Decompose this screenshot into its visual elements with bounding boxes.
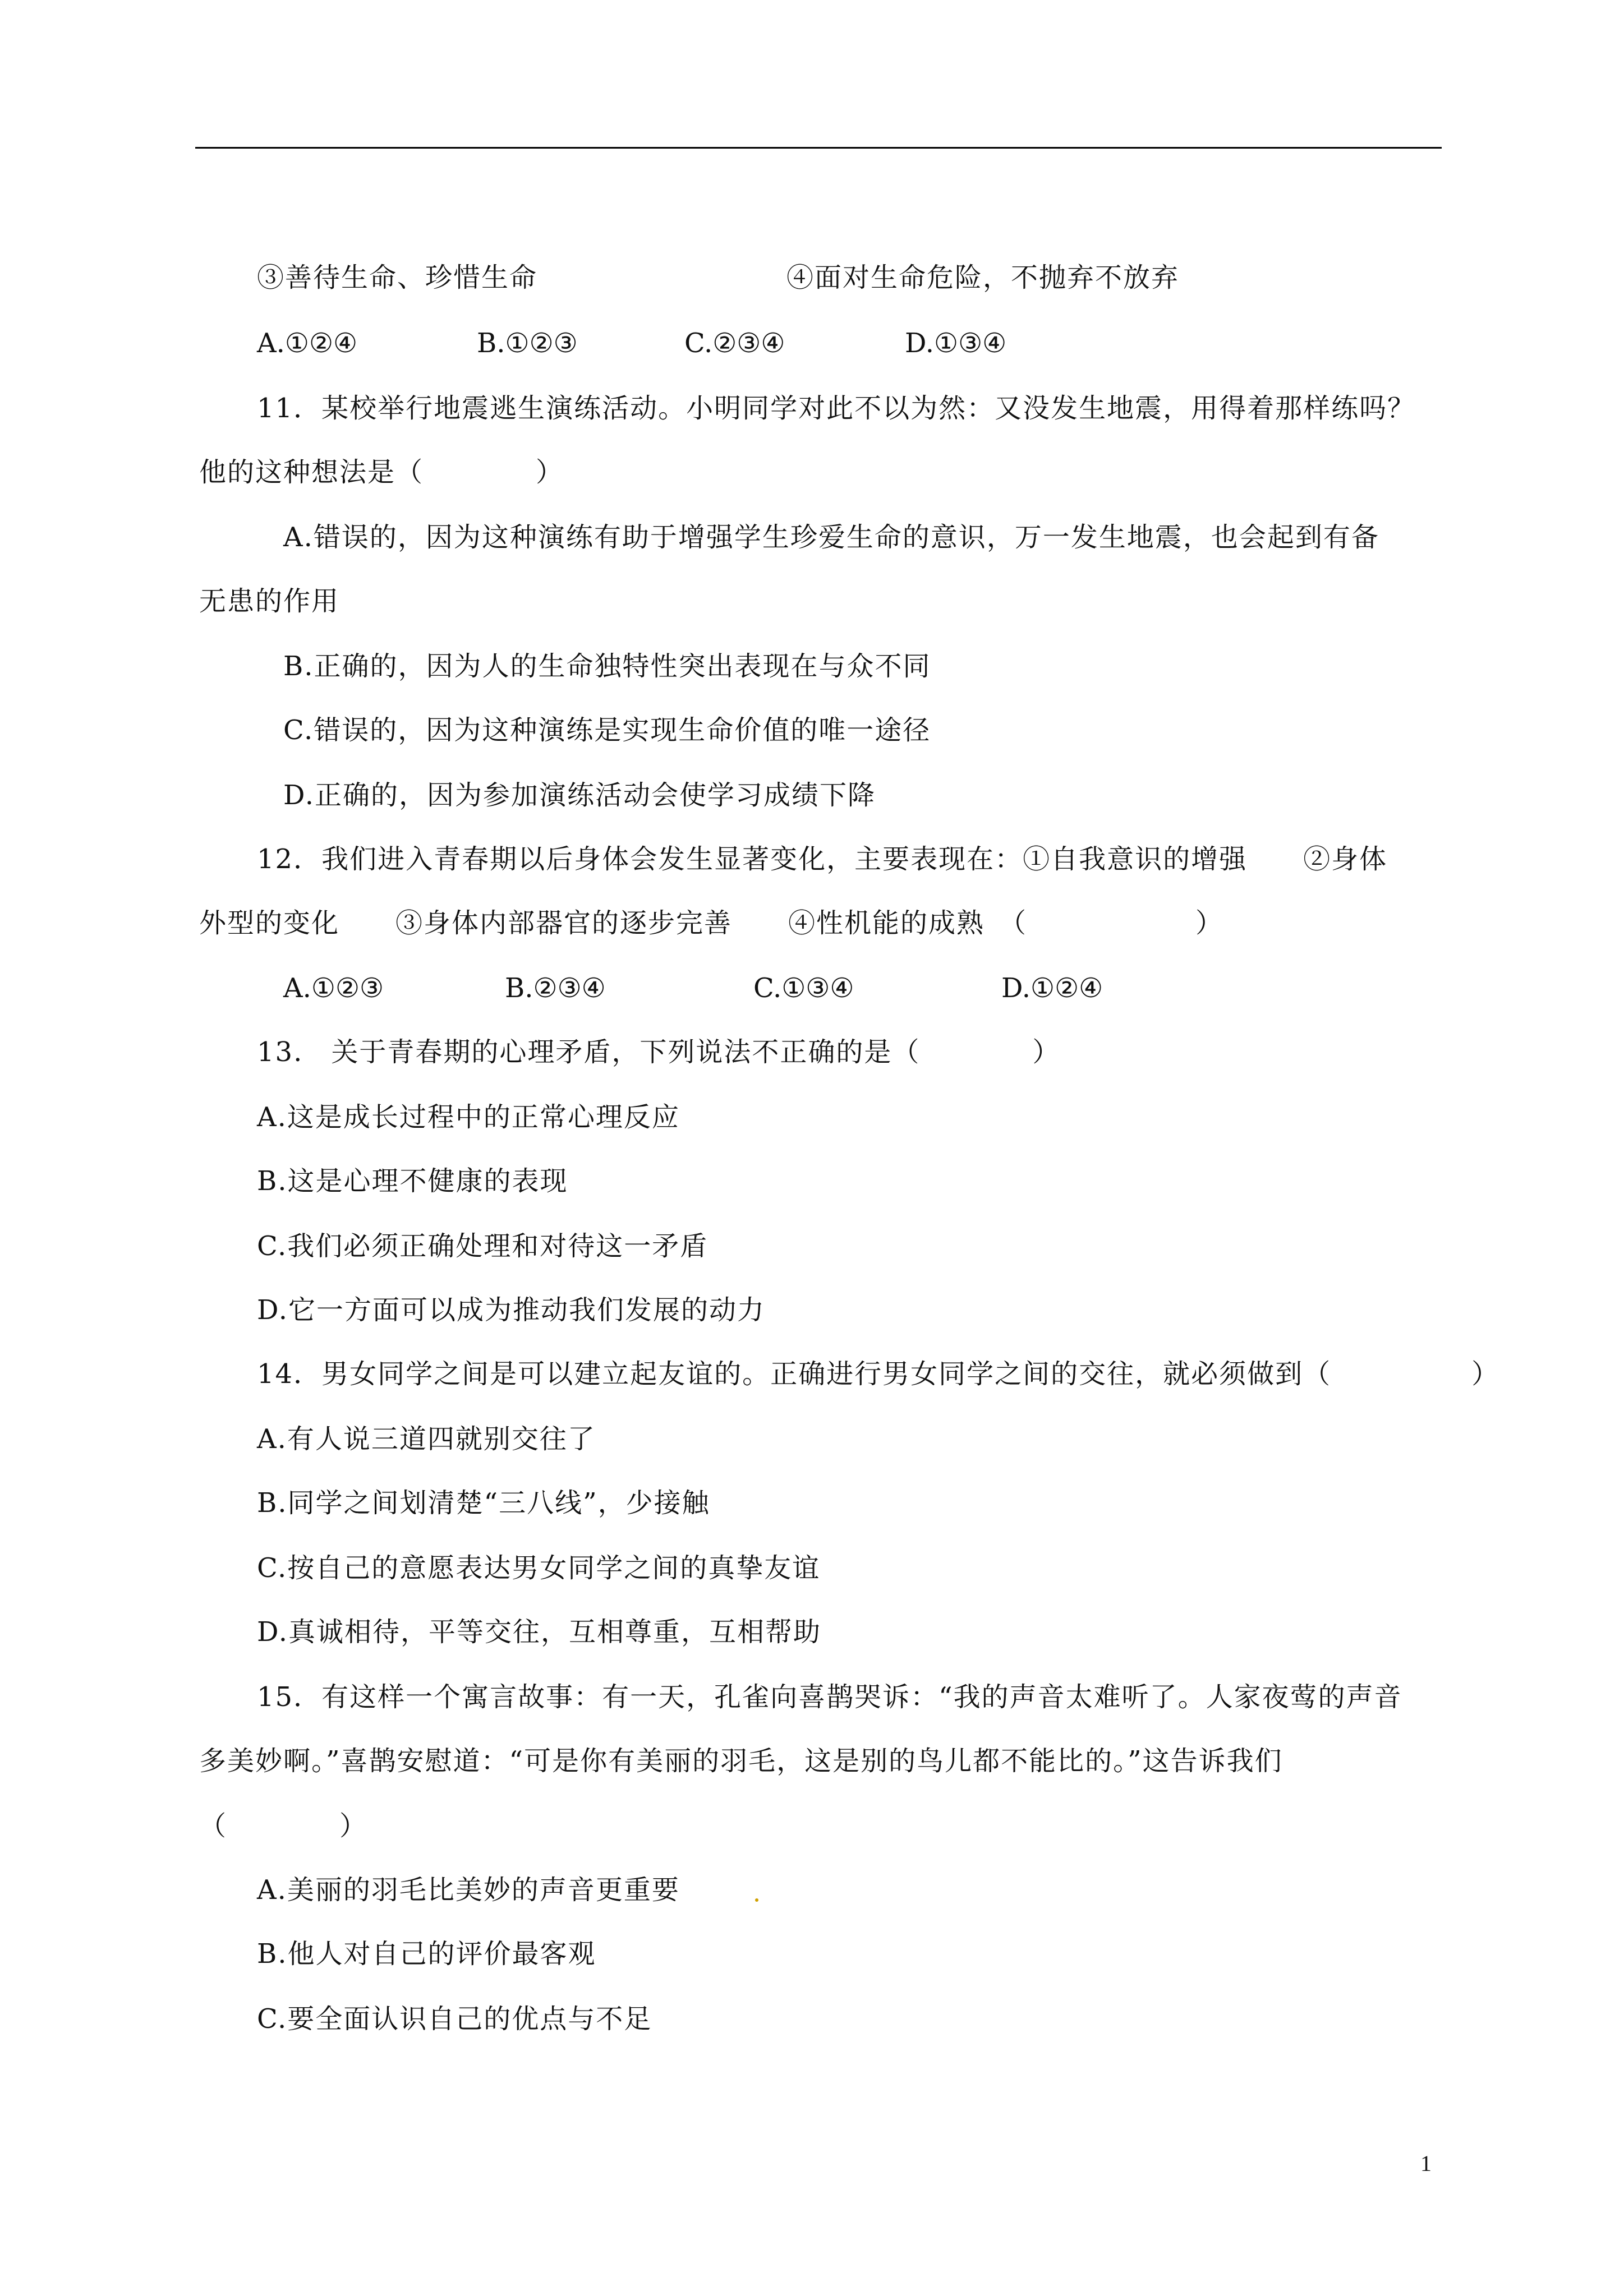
q11-stem-line2: 他的这种想法是（ ） [199,457,564,488]
header-rule [195,147,1442,149]
q14-option-a: A.有人说三道四就别交往了 [257,1423,596,1455]
q12-option-b: B.②③④ [505,972,606,1004]
q12-stem-line1: 12．我们进入青春期以后身体会发生显著变化，主要表现在：①自我意识的增强 ②身体 [257,843,1388,875]
q11-stem-line1: 11．某校举行地震逃生演练活动。小明同学对此不以为然：又没发生地震，用得着那样练吗？ [257,393,1416,424]
q11-option-c: C.错误的，因为这种演练是实现生命价值的唯一途径 [283,714,931,746]
q15-stem-line2: 多美妙啊。”喜鹊安慰道：“可是你有美丽的羽毛，这是别的鸟儿都不能比的。”这告诉我们 [199,1745,1283,1777]
q15-stem-line3: （ ） [199,1810,368,1842]
q15-stem-line1: 15．有这样一个寓言故事：有一天，孔雀向喜鹊哭诉：“我的声音太难听了。人家夜莺的声音 [257,1681,1402,1713]
q10-option-c: C.②③④ [684,328,785,359]
q13-stem: 13. 关于青春期的心理矛盾，下列说法不正确的是（ ） [257,1036,1061,1068]
q13-option-b: B.这是心理不健康的表现 [257,1165,568,1197]
q14-stem: 14．男女同学之间是可以建立起友谊的。正确进行男女同学之间的交往，就必须做到（ ） [257,1358,1500,1390]
q11-option-a-line2: 无患的作用 [199,585,340,617]
q13-option-d: D.它一方面可以成为推动我们发展的动力 [257,1294,766,1326]
q12-option-c: C.①③④ [753,972,854,1004]
q10-option-a: A.①②④ [257,328,358,359]
q14-option-d: D.真诚相待，平等交往，互相尊重，互相帮助 [257,1616,822,1648]
q11-option-a-line1: A.错误的，因为这种演练有助于增强学生珍爱生命的意识，万一发生地震，也会起到有备 [283,522,1379,553]
q12-option-a: A.①②③ [283,972,384,1004]
q10-option-d: D.①③④ [905,328,1007,359]
page-number: 1 [1420,2151,1432,2176]
q15-option-c: C.要全面认识自己的优点与不足 [257,2003,652,2035]
q10-option-b: B.①②③ [477,328,578,359]
q11-option-b: B.正确的，因为人的生命独特性突出表现在与众不同 [283,651,931,682]
q15-option-b: B.他人对自己的评价最客观 [257,1938,596,1970]
q14-option-c: C.按自己的意愿表达男女同学之间的真挚友谊 [257,1552,821,1584]
q12-stem-line2: 外型的变化 ③身体内部器官的逐步完善 ④性机能的成熟 （ ） [199,907,1224,939]
q10-item-4: ④面对生命危险，不抛弃不放弃 [786,262,1180,293]
q15-option-a: A.美丽的羽毛比美妙的声音更重要 [257,1874,680,1906]
q12-option-d: D.①②④ [1001,972,1103,1004]
q10-item-3: ③善待生命、珍惜生命 [257,262,538,293]
q11-option-d: D.正确的，因为参加演练活动会使学习成绩下降 [283,780,876,811]
q13-option-a: A.这是成长过程中的正常心理反应 [257,1101,680,1133]
q13-option-c: C.我们必须正确处理和对待这一矛盾 [257,1230,709,1262]
q14-option-b: B.同学之间划清楚“三八线”，少接触 [257,1487,710,1519]
stray-mark [755,1898,758,1902]
